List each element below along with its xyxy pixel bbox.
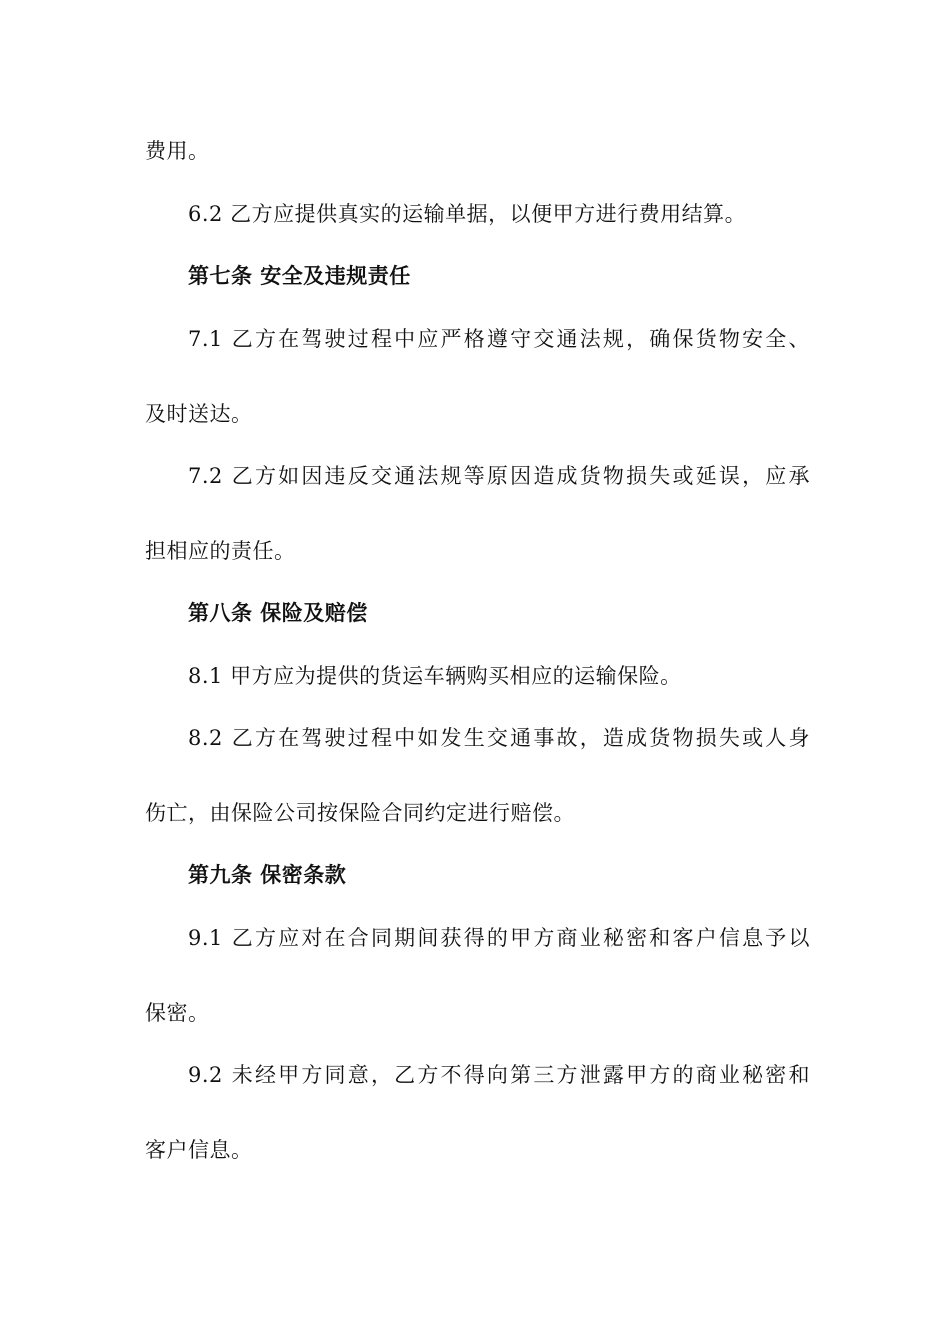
clause-7-1-line-2: 及时送达。	[145, 402, 253, 426]
clause-9-2-line-2: 客户信息。	[145, 1138, 253, 1162]
paragraph-continuation-fees: 费用。	[145, 139, 210, 163]
clause-8-1: 8.1 甲方应为提供的货运车辆购买相应的运输保险。	[188, 664, 682, 688]
article-7-heading: 第七条 安全及违规责任	[188, 264, 411, 288]
clause-9-2-line-1: 9.2 未经甲方同意，乙方不得向第三方泄露甲方的商业秘密和	[188, 1063, 810, 1087]
article-9-heading: 第九条 保密条款	[188, 863, 347, 887]
clause-7-2-line-1: 7.2 乙方如因违反交通法规等原因造成货物损失或延误，应承	[188, 464, 810, 488]
clause-8-2-line-2: 伤亡，由保险公司按保险合同约定进行赔偿。	[145, 801, 575, 825]
clause-7-1-line-1: 7.1 乙方在驾驶过程中应严格遵守交通法规，确保货物安全、	[188, 327, 810, 351]
clause-9-1-line-2: 保密。	[145, 1001, 210, 1025]
clause-9-1-line-1: 9.1 乙方应对在合同期间获得的甲方商业秘密和客户信息予以	[188, 926, 810, 950]
clause-6-2: 6.2 乙方应提供真实的运输单据，以便甲方进行费用结算。	[188, 202, 747, 226]
clause-7-2-line-2: 担相应的责任。	[145, 539, 296, 563]
article-8-heading: 第八条 保险及赔偿	[188, 601, 368, 625]
clause-8-2-line-1: 8.2 乙方在驾驶过程中如发生交通事故，造成货物损失或人身	[188, 726, 810, 750]
